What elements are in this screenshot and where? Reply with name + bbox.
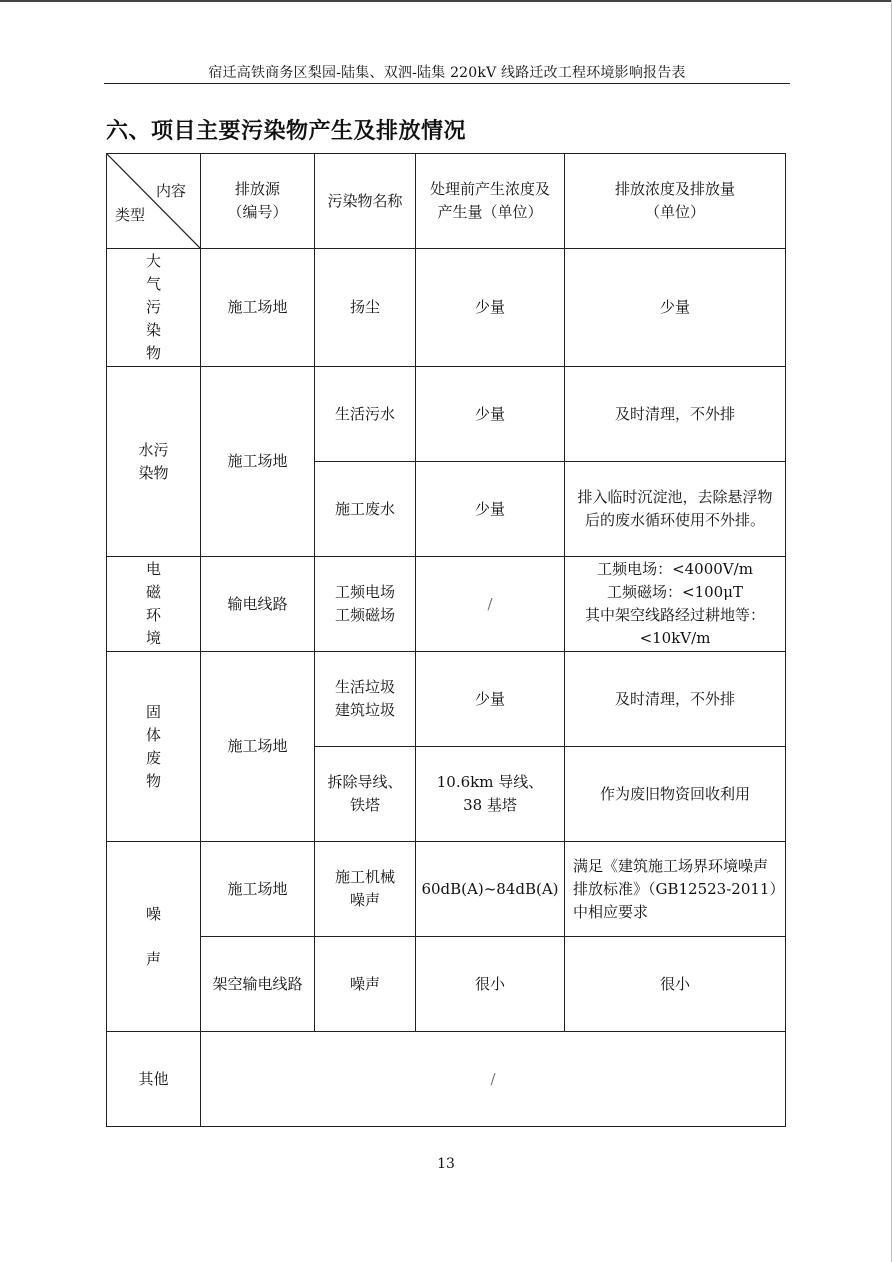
solid-source: 施工场地: [201, 652, 315, 842]
em-before: /: [416, 557, 565, 652]
em-pollutant: 工频电场 工频磁场: [315, 557, 416, 652]
noise-after: 满足《建筑施工场界环境噪声 排放标准》（GB12523-2011） 中相应要求: [565, 842, 786, 937]
table-row: [107, 367, 786, 462]
air-after: 少量: [565, 249, 786, 367]
solid-before: 10.6km 导线、 38 基塔: [416, 747, 565, 842]
running-header: 宿迁高铁商务区梨园-陆集、双泗-陆集 220kV 线路迁改工程环境影响报告表: [208, 65, 686, 81]
type-water: 水污 染物: [107, 367, 201, 557]
type-noise: 噪 声: [107, 842, 201, 1032]
water-after: 排入临时沉淀池，去除悬浮物 后的废水循环使用不外排。: [565, 462, 786, 557]
table-row: [107, 937, 786, 1032]
air-source: 施工场地: [201, 249, 315, 367]
header-type-label: 类型: [115, 206, 146, 224]
water-after: 及时清理，不外排: [565, 367, 786, 462]
solid-before: 少量: [416, 652, 565, 747]
type-air: 大气污染物: [107, 249, 201, 367]
header-source: 排放源 （编号）: [201, 154, 315, 249]
noise-source: 施工场地: [201, 842, 315, 937]
header-rule: [104, 83, 790, 84]
pollutant-table: [106, 153, 786, 1127]
type-other: 其他: [107, 1032, 201, 1127]
noise-pollutant: 施工机械 噪声: [315, 842, 416, 937]
noise-after: 很小: [565, 937, 786, 1032]
noise-source: 架空输电线路: [201, 937, 315, 1032]
noise-before: 很小: [416, 937, 565, 1032]
header-pollutant: 污染物名称: [315, 154, 416, 249]
water-source: 施工场地: [201, 367, 315, 557]
other-content: /: [201, 1032, 786, 1127]
header-before-treatment: 处理前产生浓度及 产生量（单位）: [416, 154, 565, 249]
em-source: 输电线路: [201, 557, 315, 652]
water-before: 少量: [416, 367, 565, 462]
section-title: 六、项目主要污染物产生及排放情况: [106, 119, 467, 144]
solid-after: 及时清理，不外排: [565, 652, 786, 747]
type-em: 电磁环境: [107, 557, 201, 652]
table-row: [107, 557, 786, 652]
table-header-row: [107, 154, 786, 249]
solid-after: 作为废旧物资回收利用: [565, 747, 786, 842]
header-content-label: 内容: [155, 182, 186, 200]
page-top-border: [0, 0, 892, 2]
diagonal-line: [107, 154, 201, 249]
solid-pollutant: 拆除导线、 铁塔: [315, 747, 416, 842]
header-after-treatment: 排放浓度及排放量 （单位）: [565, 154, 786, 249]
air-pollutant: 扬尘: [315, 249, 416, 367]
water-pollutant: 施工废水: [315, 462, 416, 557]
table-row: [107, 1032, 786, 1127]
type-solid: 固体废物: [107, 652, 201, 842]
solid-pollutant: 生活垃圾 建筑垃圾: [315, 652, 416, 747]
table-row: [107, 842, 786, 937]
noise-pollutant: 噪声: [315, 937, 416, 1032]
air-before: 少量: [416, 249, 565, 367]
table-row: [107, 249, 786, 367]
page-number: 13: [437, 1156, 455, 1172]
noise-before: 60dB(A)~84dB(A): [416, 842, 565, 937]
em-after: 工频电场：<4000V/m 工频磁场：<100μT 其中架空线路经过耕地等： <10kV/m: [565, 557, 786, 652]
water-pollutant: 生活污水: [315, 367, 416, 462]
water-before: 少量: [416, 462, 565, 557]
table-row: [107, 652, 786, 747]
header-diagonal-cell: [107, 154, 201, 249]
